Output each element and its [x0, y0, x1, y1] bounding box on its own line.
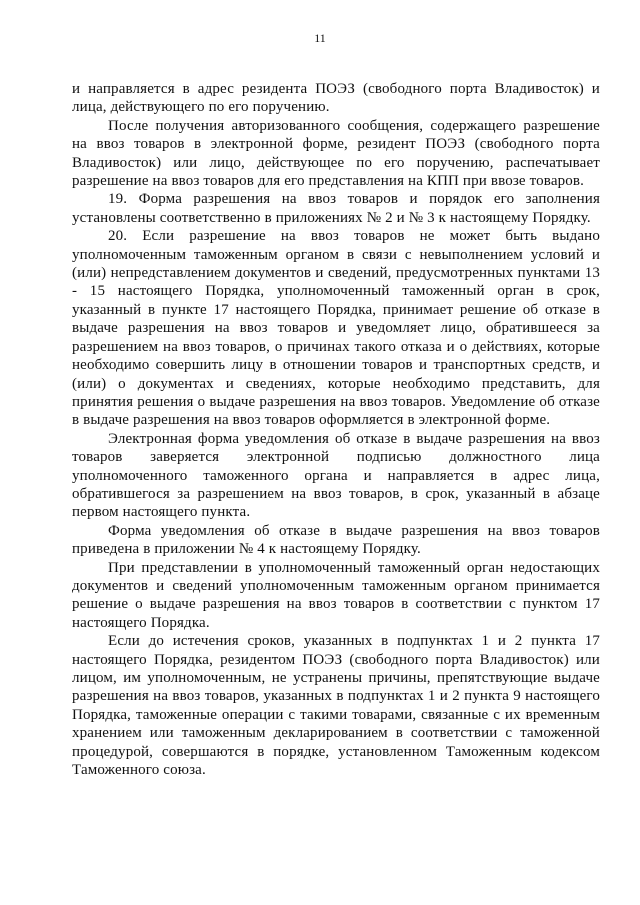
paragraph-notice-form: Форма уведомления об отказе в выдаче разрешения на ввоз товаров приведена в приложении № 4 к настоящему Порядку.: [72, 522, 600, 558]
document-body: [72, 80, 600, 779]
paragraph-missing-documents: При представлении в уполномоченный таможенный орган недостающих документов и сведений уполномоченным таможенным органом принимается решение о выдаче разрешения на ввоз товаров в соответствии с пунктом 17 настоящего Порядка.: [72, 559, 600, 631]
page-number: 11: [314, 31, 326, 45]
paragraph-electronic-notice: Электронная форма уведомления об отказе в выдаче разрешения на ввоз товаров заверяется электронной подписью должностного лица уполномоченного таможенного органа и направляется в адрес лица, обратившегося за разрешением на ввоз товаров, в срок, указанный в абзаце первом настоящего пункта.: [72, 430, 600, 521]
paragraph-authorized-message: После получения авторизованного сообщения, содержащего разрешение на ввоз товаров в электронной форме, резидент ПОЭЗ (свободного порта Владивосток) или лицо, действующее по его поручению, распечатывает разрешение на ввоз товаров для его представления на КПП при ввозе товаров.: [72, 117, 600, 190]
paragraph-item-19: 19. Форма разрешения на ввоз товаров и порядок его заполнения установлены соответственно в приложениях № 2 и № 3 к настоящему Порядку.: [72, 191, 600, 226]
paragraph-deadline-expiry: Если до истечения сроков, указанных в подпунктах 1 и 2 пункта 17 настоящего Порядка, резидентом ПОЭЗ (свободного порта Владивосток) или лицом, им уполномоченным, не устранены причины, препятствующие выдаче разрешения на ввоз товаров, указанных в подпунктах 1 и 2 пункта 9 настоящего Порядка, таможенные операции с такими товарами, связанные с их временным хранением или таможенным декларированием в соответствии с таможенной процедурой, совершаются в порядке, установленном Таможенным кодексом Таможенного союза.: [72, 633, 600, 779]
paragraph-item-20: 20. Если разрешение на ввоз товаров не может быть выдано уполномоченным таможенным органом в связи с невыполнением условий и (или) непредставлением документов и сведений, предусмотренных пунктами 13 - 15 настоящего Порядка, уполномоченный таможенный орган в срок, указанный в пункте 17 настоящего Порядка, принимает решение об отказе в выдаче разрешения на ввоз товаров и уведомляет лицо, обратившееся за разрешением на ввоз товаров, о причинах такого отказа и о действиях, которые необходимо совершить лицу в отношении товаров и транспортных средств, и (или) о документах и сведениях, которые необходимо представить, для принятия решения о выдаче разрешения на ввоз товаров. Уведомление об отказе в выдаче разрешения на ввоз товаров оформляется в электронной форме.: [72, 228, 600, 429]
paragraph-continuation: и направляется в адрес резидента ПОЭЗ (свободного порта Владивосток) и лица, действующего по его поручению.: [72, 81, 600, 116]
